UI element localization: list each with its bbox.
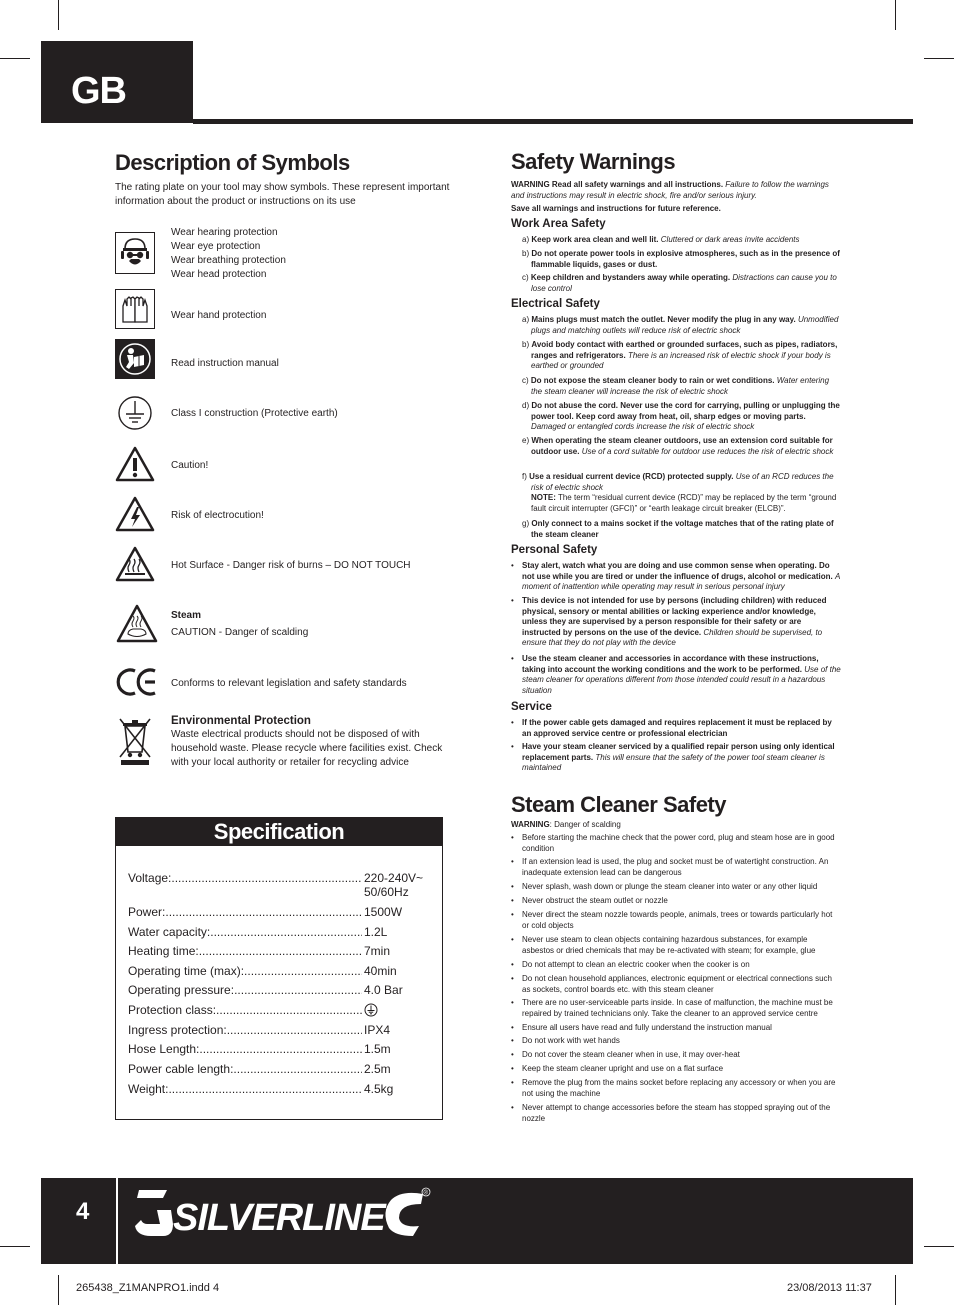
spec-value: 2.5m [364,1062,391,1076]
spec-leader [234,983,362,997]
crop-mark [924,1246,954,1247]
service-title: Service [511,701,552,713]
symbol-text: Conforms to relevant legislation and safety standards [171,678,407,689]
brand-wordmark: SILVERLINE [173,1197,385,1239]
electrical-title: Electrical Safety [511,298,600,310]
spec-value: 4.5kg [364,1082,394,1096]
symbol-row [115,494,455,534]
crop-mark [0,1246,30,1247]
list-item: d) Do not abuse the cord. Never use the cord for carrying, pulling or unplugging the power tool. Keep cord away from heat, oil, sharp edges or moving parts. Damaged or entangled cords increase the risk of electric shock [522,401,840,431]
spec-label: Operating time (max): [128,964,245,978]
symbol-text: CAUTION - Danger of scalding [171,627,309,638]
symbol-row [115,665,455,701]
protective-earth-icon [115,393,155,433]
list-item: f) Use a residual current device (RCD) protected supply. Use of an RCD reduces the risk of electric shock NOTE: The term “residual current device (RCD)” may be replaced by the term “ground fault circuit interrupter (GFCI)” or “earth leakage circuit breaker (ELCB)”. [522,472,837,513]
date-slug: 23/08/2013 11:37 [787,1282,872,1294]
spec-leader [210,925,362,939]
spec-value: 220-240V~ 50/60Hz [364,871,424,899]
spec-row [128,1023,428,1037]
list-item: • This device is not intended for use by persons (including children) with reduced physical, sensory or mental abilities or lacking experience and/or knowledge, unless they are supervised by a person responsible for their safety or are instructed by persons on the use of the device. Children should be supervised, to ensure that they do not play with the device [511,596,841,649]
list-item: • Never obstruct the steam outlet or nozzle [511,896,841,907]
spec-row [128,871,428,899]
symbol-text: Caution! [171,460,209,471]
protective-earth-icon [364,1003,378,1017]
list-item: • Never attempt to change accessories before the steam has stopped spraying out of the nozzle [511,1103,841,1124]
spec-value: 4.0 Bar [364,983,403,997]
safety-save-note: Save all warnings and instructions for future reference. [511,204,721,213]
spec-row [128,1082,428,1096]
symbol-text: Class I construction (Protective earth) [171,408,338,419]
symbol-text: Wear hand protection [171,310,267,321]
list-item: • Use the steam cleaner and accessories in accordance with these instructions, taking into account the working conditions and the work to be performed. Use of the steam cleaner for operations different from those intended could result in a hazardous situation [511,654,841,696]
symbol-row [115,444,455,484]
symbol-row [115,289,455,329]
safety-title: Safety Warnings [511,149,676,174]
silverline-logo [133,1186,433,1245]
ppe-head-icon [115,232,155,274]
symbol-text: Wear breathing protection [171,255,286,266]
list-item: • Do not attempt to clean an electric cooker when the cooker is on [511,960,841,971]
spec-leader [171,871,362,899]
spec-label: Protection class: [128,1003,217,1017]
language-label: GB [71,70,126,112]
symbol-text: Waste electrical products should not be disposed of with [171,729,420,740]
steam-icon [115,603,159,645]
list-item: • Before starting the machine check that the power cord, plug and steam hose are in good condition [511,833,841,854]
spec-label: Heating time: [128,944,199,958]
list-item: a) Keep work area clean and well lit. Cluttered or dark areas invite accidents [522,235,800,244]
symbols-intro: The rating plate on your tool may show symbols. These represent important information about the product or instructions on its use [115,182,450,207]
list-item: a) Mains plugs must match the outlet. Never modify the plug in any way. Unmodified plugs and matching outlets will reduce risk of electric shock [522,315,839,335]
list-item: • Do not clean household appliances, electronic equipment or electrical connections such as sockets, control boards etc. with this steam cleaner [511,974,841,995]
symbol-text: Read instruction manual [171,358,279,369]
spec-value [362,1003,428,1018]
spec-label: Power cable length: [128,1062,234,1076]
list-item: b) Avoid body contact with earthed or grounded surfaces, such as pipes, radiators, ranges and refrigerators. There is an increased risk of electric shock if your body is earthed or grounded [522,340,838,370]
manual-icon [115,339,155,379]
steam-title: Steam Cleaner Safety [511,792,726,817]
registered-mark: ® [423,1190,428,1197]
list-item: • If an extension lead is used, the plug and socket must be of watertight construction. An inadequate extension lead can be dangerous [511,857,841,878]
symbol-row [115,227,455,280]
spec-row [128,925,428,939]
symbol-text: Hot Surface - Danger risk of burns – DO NOT TOUCH [171,560,411,571]
spec-label: Power: [128,905,166,919]
symbol-text: household waste. Please recycle where facilities exist. Check [171,743,443,754]
spec-row [128,1042,428,1056]
list-item: • Stay alert, watch what you are doing and use common sense when operating. Do not use while you are tired or under the influence of drugs, alcohol or medication. A moment of inattention while operating may result in serious personal injury [511,561,841,593]
spec-leader [165,905,362,919]
spec-leader [227,1023,362,1037]
crop-mark [0,58,30,59]
list-item: • Remove the plug from the mains socket before replacing any accessory or when you are not using the machine [511,1078,841,1099]
spec-leader [216,1003,362,1018]
spec-leader [199,944,362,958]
list-item: • Keep the steam cleaner upright and use on a flat surface [511,1064,841,1075]
specification-title: Specification [116,818,442,846]
crop-mark [58,1275,59,1305]
list-item: • Never use steam to clean objects containing hazardous substances, for example asbestos or dried chemicals that may be re-activated with steam; for example, glue [511,935,841,956]
spec-value: 1.5m [364,1042,391,1056]
crop-mark [895,0,896,30]
spec-label: Operating pressure: [128,983,235,997]
list-item: • There are no user-serviceable parts inside. In case of malfunction, the machine must be repaired by trained technicians only. Take the cleaner to an approved service centre [511,998,841,1019]
spec-value: 7min [364,944,391,958]
spec-value: 1500W [364,905,403,919]
symbol-row [115,544,455,584]
list-item: b) Do not operate power tools in explosive atmospheres, such as in the presence of flammable liquids, gases or dust. [522,249,840,269]
list-item: c) Keep children and bystanders away while operating. Distractions can cause you to lose control [522,273,837,293]
symbol-row [115,393,455,433]
symbol-text: Wear hearing protection [171,227,278,238]
spec-row [128,1062,428,1076]
list-item: e) When operating the steam cleaner outdoors, use an extension cord suitable for outdoor use. Use of a cord suitable for outdoor use reduces the risk of electric shock [522,436,834,456]
spec-label: Hose Length: [128,1042,200,1056]
spec-row [128,905,428,919]
list-item: • Ensure all users have read and fully understand the instruction manual [511,1023,841,1034]
safety-intro: WARNING Read all safety warnings and all instructions. Failure to follow the warnings and instructions may result in electric shock, fire and/or serious injury. [511,180,829,200]
spec-value: 40min [364,964,397,978]
spec-label: Ingress protection: [128,1023,227,1037]
symbols-title: Description of Symbols [115,150,350,175]
list-item: • Have your steam cleaner serviced by a qualified repair person using only identical replacement parts. This will ensure that the safety of the power tool steam cleaner is maintained [511,742,841,774]
file-slug: 265438_Z1MANPRO1.indd 4 [76,1282,220,1294]
spec-value: 1.2L [364,925,388,939]
symbol-heading: Steam [171,610,202,621]
spec-row [128,944,428,958]
header-rule [193,119,913,124]
spec-label: Voltage: [128,871,172,885]
specification-box [115,817,443,1120]
spec-row [128,1003,428,1018]
spec-label: Water capacity: [128,925,211,939]
spec-leader [233,1062,362,1076]
symbol-heading: Environmental Protection [171,715,311,727]
ce-mark-icon [115,665,159,699]
spec-label: Weight: [128,1082,169,1096]
caution-icon [115,444,155,484]
symbol-text: Risk of electrocution! [171,510,264,521]
spec-row [128,983,428,997]
list-item: • If the power cable gets damaged and requires replacement it must be replaced by an approved service centre or professional electrician [511,718,841,739]
personal-title: Personal Safety [511,544,598,556]
list-item: g) Only connect to a mains socket if the voltage matches that of the rating plate of the steam cleaner [522,519,834,539]
list-item: • Never splash, wash down or plunge the steam cleaner into water or any other liquid [511,882,841,893]
spec-leader [244,964,362,978]
list-item: • Do not work with wet hands [511,1036,841,1047]
symbol-row [115,603,455,645]
symbol-row [115,714,455,770]
symbol-text: Wear head protection [171,269,267,280]
symbol-text: with your local authority or retailer for recycling advice [171,757,409,768]
crop-mark [58,0,59,30]
crop-mark [895,1275,896,1305]
symbol-row [115,339,455,379]
list-item: • Do not cover the steam cleaner when in use, it may over-heat [511,1050,841,1061]
steam-warning: WARNING: Danger of scalding [511,820,621,829]
spec-value: IPX4 [364,1023,391,1037]
weee-bin-icon [115,714,155,768]
gloves-icon [115,289,155,329]
list-item: • Never direct the steam nozzle towards people, animals, trees or towards particularly hot or cold objects [511,910,841,931]
page-number: 4 [76,1198,90,1225]
footer-divider [116,1178,118,1264]
symbol-text: Wear eye protection [171,241,261,252]
spec-row [128,964,428,978]
work-area-title: Work Area Safety [511,218,606,230]
list-item: c) Do not expose the steam cleaner body to rain or wet conditions. Water entering the steam cleaner will increase the risk of electric shock [522,376,830,396]
spec-leader [199,1042,362,1056]
crop-mark [924,58,954,59]
hot-surface-icon [115,544,155,584]
spec-leader [168,1082,362,1096]
electrocution-icon [115,494,155,534]
